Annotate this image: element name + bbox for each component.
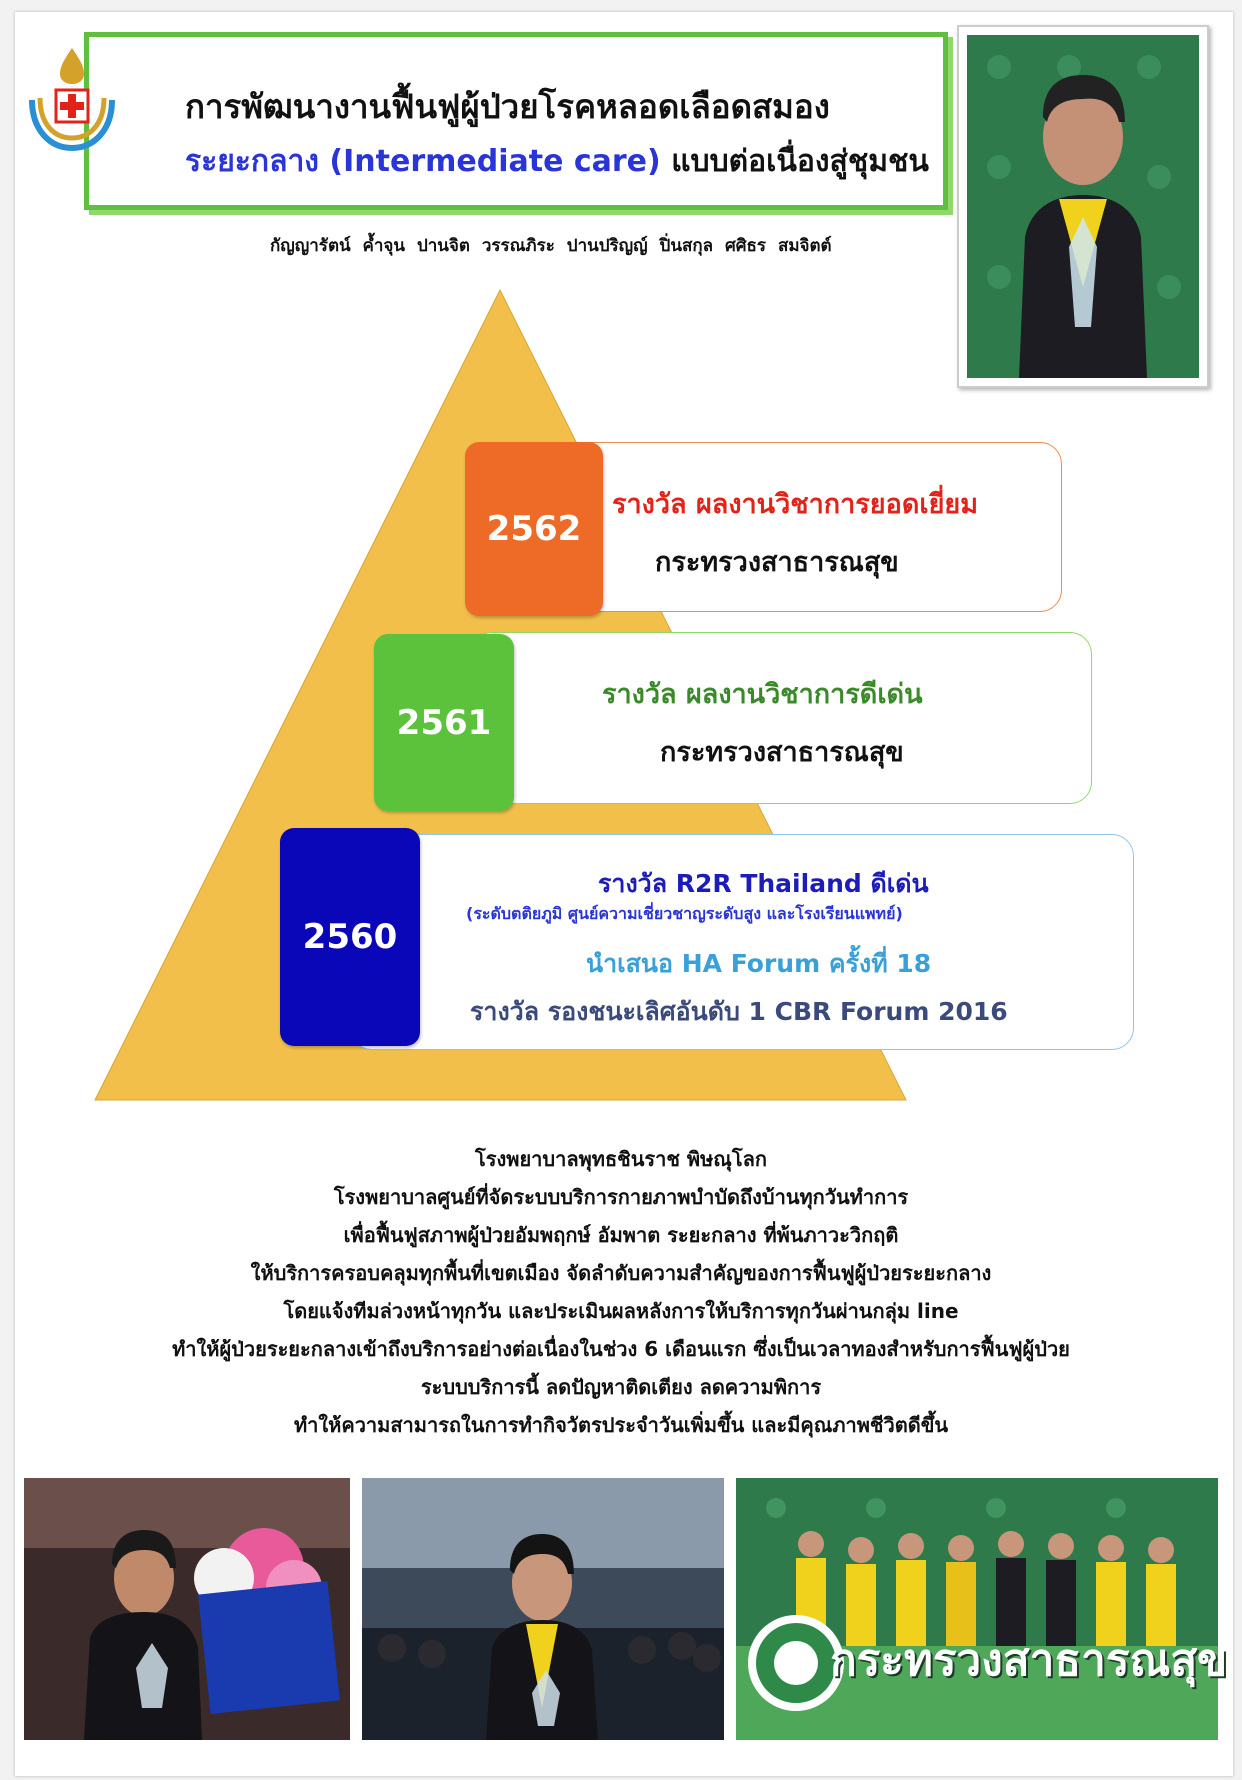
- description-line: เพื่อฟื้นฟูสภาพผู้ป่วยอัมพฤกษ์ อัมพาต ระยะกลาง ที่พ้นภาวะวิกฤติ: [343, 1223, 899, 1247]
- photo-award-flowers: [24, 1478, 350, 1740]
- award-2562-org: กระทรวงสาธารณสุข: [655, 547, 899, 578]
- year-box-2561: 2561: [374, 634, 514, 811]
- award-2560-cbr-forum: รางวัล รองชนะเลิศอันดับ 1 CBR Forum 2016: [470, 997, 1008, 1026]
- description-line: ให้บริการครอบคลุมทุกพื้นที่เขตเมือง จัดลำดับความสำคัญของการฟื้นฟูผู้ป่วยระยะกลาง: [250, 1261, 992, 1285]
- year-box-2562: 2562: [465, 442, 603, 616]
- award-2560-subtitle: (ระดับตติยภูมิ ศูนย์ความเชี่ยวชาญระดับสูง และโรงเรียนแพทย์): [466, 904, 903, 923]
- title-line-1: การพัฒนางานฟื้นฟูผู้ป่วยโรคหลอดเลือดสมอง: [185, 87, 830, 126]
- photo-conference-hall: [362, 1478, 724, 1740]
- description-line: โรงพยาบาลศูนย์ที่จัดระบบบริการกายภาพบำบัดถึงบ้านทุกวันทำการ: [333, 1185, 909, 1209]
- award-2561-title: รางวัล ผลงานวิชาการดีเด่น: [602, 679, 923, 710]
- year-box-2560: 2560: [280, 828, 420, 1046]
- description-line: โดยแจ้งทีมล่วงหน้าทุกวัน และประเมินผลหลังการให้บริการทุกวันผ่านกลุ่ม line: [283, 1299, 959, 1323]
- award-2560-ha-forum: นำเสนอ HA Forum ครั้งที่ 18: [586, 949, 932, 978]
- photo-banner-text: กระทรวงสาธารณสุข: [830, 1635, 1228, 1686]
- authors: กัญญารัตน์ ค้ำจุน ปานจิต วรรณภิระ ปานปริญญ์ ปิ่นสกุล ศศิธร สมจิตต์: [270, 236, 832, 256]
- title-line-2-blue: ระยะกลาง (Intermediate care): [185, 144, 661, 179]
- description-block: [30, 1140, 1212, 1444]
- description-line: โรงพยาบาลพุทธชินราช พิษณุโลก: [475, 1147, 767, 1171]
- title-line-2: [185, 138, 929, 185]
- award-2562-title: รางวัล ผลงานวิชาการยอดเยี่ยม: [612, 489, 979, 520]
- description-line: ระบบบริการนี้ ลดปัญหาติดเตียง ลดความพิการ: [420, 1375, 822, 1399]
- portrait-photo: [957, 25, 1209, 388]
- award-card-2562: [560, 442, 1062, 612]
- award-card-2561: [470, 632, 1092, 804]
- description-line: ทำให้ความสามารถในการทำกิจวัตรประจำวันเพิ่มขึ้น และมีคุณภาพชีวิตดีขึ้น: [293, 1413, 949, 1437]
- award-2560-title: รางวัล R2R Thailand ดีเด่น: [598, 869, 929, 898]
- photo-group-ministry: [736, 1478, 1218, 1740]
- award-2561-org: กระทรวงสาธารณสุข: [660, 737, 904, 768]
- description-line: ทำให้ผู้ป่วยระยะกลางเข้าถึงบริการอย่างต่อเนื่องในช่วง 6 เดือนแรก ซึ่งเป็นเวลาทองสำหรับการฟื้นฟูผู้ป่วย: [172, 1337, 1070, 1361]
- hospital-logo: [12, 40, 132, 160]
- title-line-2-black: แบบต่อเนื่องสู่ชุมชน: [671, 144, 929, 179]
